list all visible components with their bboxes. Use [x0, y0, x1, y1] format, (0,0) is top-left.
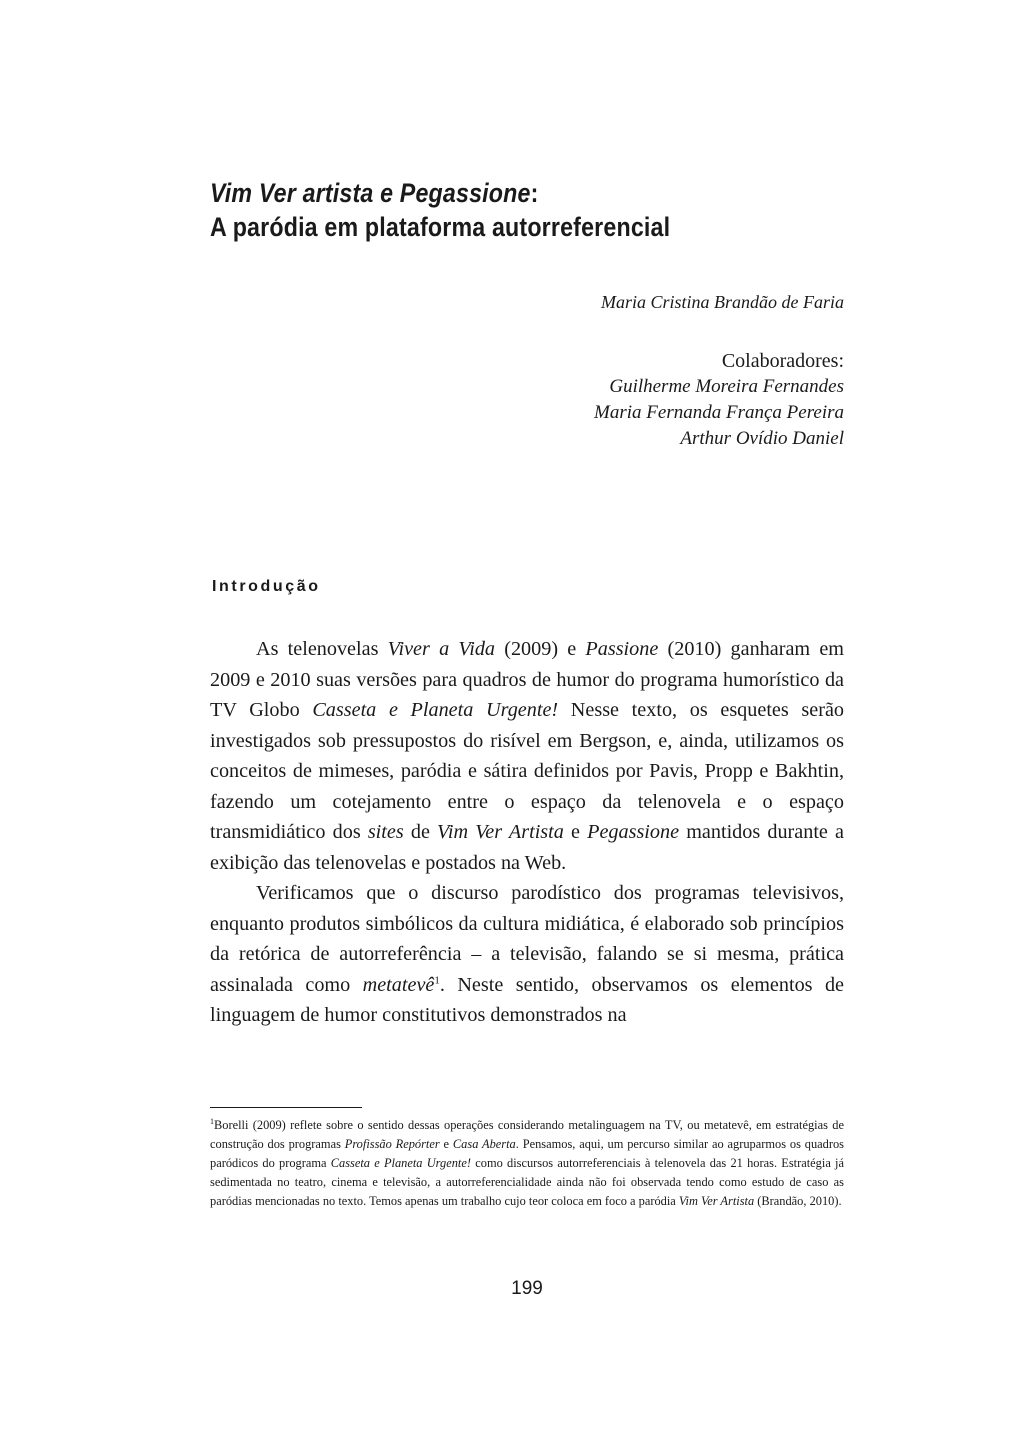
collaborators-heading: Colaboradores:	[721, 350, 844, 372]
text-run: de	[403, 821, 438, 843]
text-run: (2009) e	[495, 638, 586, 660]
text-run: (Brandão, 2010).	[754, 1194, 842, 1208]
paragraph-1	[210, 634, 844, 878]
text-run: Verificamos que o discurso parodístico dos programas televisivos, enquanto produtos simbólicos da cultura midiática, é elaborado sob princípios da retórica de autorreferência – a televisão, falando se si mesma, prática assinalada como	[210, 882, 844, 996]
footnote-number: 1	[210, 1116, 214, 1126]
italic-run: Vim Ver Artista	[437, 821, 564, 843]
footnote	[210, 1116, 844, 1211]
italic-run: Vim Ver Artista	[678, 1194, 755, 1208]
text-run: As telenovelas	[256, 638, 388, 660]
collaborators-block	[594, 348, 844, 452]
italic-run: Casa Aberta	[452, 1137, 516, 1151]
footnote-divider	[210, 1107, 362, 1108]
title-line-2: A paródia em plataforma autorreferencial	[210, 212, 671, 242]
italic-run: Viver a Vida	[387, 638, 496, 660]
italic-run: Profissão Repórter	[344, 1137, 440, 1151]
italic-run: sites	[367, 821, 404, 843]
italic-run: Pegassione	[587, 821, 680, 843]
text-run: e	[439, 1137, 453, 1151]
section-heading: Introdução	[212, 578, 321, 595]
text-run: e	[563, 821, 588, 843]
document-page	[210, 0, 844, 1445]
collaborator-name: Maria Fernanda França Pereira	[594, 402, 844, 423]
italic-run: metatevê	[362, 973, 435, 996]
text-run: Borelli (2009) reflete sobre o sentido dessas operações considerando metalinguagem na TV, ou metatevê, em estratégias de construção dos programas	[210, 1118, 844, 1151]
body-text	[210, 634, 844, 1031]
text-run: Nesse texto, os esquetes serão investigados sob pressupostos do risível em Bergson, e, ainda, utilizamos os conceitos de mimeses, paródia e sátira definidos por Pavis, Propp e Bakhtin, fazendo um cotejamento entre o espaço da telenovela e o espaço transmidiático dos	[210, 699, 845, 843]
chapter-title	[210, 176, 755, 244]
paragraph-2	[210, 878, 844, 1031]
text-run: como discursos autorreferenciais à telenovela das 21 horas. Estratégia já sedimentada no teatro, cinema e televisão, a autorreferencialidade ainda não foi observada tendo como estudo de caso as paródias mencionadas no texto. Temos apenas um trabalho cujo teor coloca em foco a paródia	[210, 1156, 844, 1208]
italic-run: Casseta e Planeta Urgente!	[312, 699, 559, 721]
text-run: mantidos durante a exibição das telenovelas e postados na Web.	[210, 821, 844, 874]
collaborator-name: Arthur Ovídio Daniel	[680, 428, 844, 449]
text-run: . Neste sentido, observamos os elementos de linguagem de humor constitutivos demonstrados na	[210, 973, 845, 1026]
title-colon: :	[530, 178, 539, 208]
text-run: . Pensamos, aqui, um percurso similar ao agruparmos os quadros paródicos do programa	[210, 1137, 844, 1170]
footnote-ref[interactable]: 1	[434, 973, 440, 986]
text-run: (2010) ganharam em 2009 e 2010 suas versões para quadros de humor do programa humorístico da TV Globo	[210, 638, 844, 721]
title-line-1	[210, 176, 755, 210]
italic-run: Passione	[585, 638, 659, 660]
collaborator-name: Guilherme Moreira Fernandes	[609, 376, 844, 397]
italic-run: Casseta e Planeta Urgente!	[330, 1156, 472, 1170]
title-italic-part: Vim Ver artista e Pegassione	[210, 178, 531, 208]
page-number: 199	[511, 1278, 543, 1299]
author-name: Maria Cristina Brandão de Faria	[600, 292, 844, 312]
